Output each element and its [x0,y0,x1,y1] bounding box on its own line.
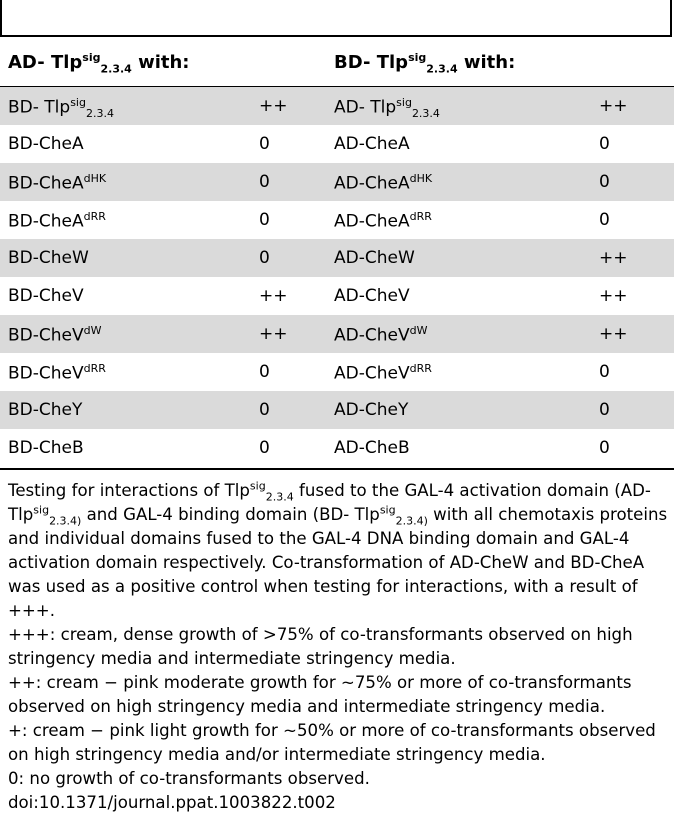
right-label-text: AD-CheW [334,248,415,268]
header-right-suffix: with: [457,52,516,73]
left-label-text: BD-CheB [8,438,84,458]
right-label-sup: dHK [409,172,433,185]
right-label-text: AD-CheV [334,363,410,384]
table-top-frame [0,0,672,37]
left-label-text: BD-CheA [8,211,84,232]
left-label-text: BD-CheV [8,325,84,346]
table-bottom-rule [0,468,674,470]
right-label-text: AD-CheB [334,438,410,458]
right-label-sup: dW [409,324,428,337]
caption-sup: sig [379,503,396,517]
legend-3plus: +++: cream, dense growth of >75% of co-transformants observed on high stringency media and intermediate stringency media. [8,625,633,668]
table-row [0,315,674,353]
right-label-sup: sig [396,96,412,109]
table-footnotes [8,479,670,815]
caption-text: and GAL-4 binding domain (BD- Tlp [81,505,380,524]
left-label-sup: sig [70,96,86,109]
header-right-sup: sig [408,51,427,64]
right-result: 0 [599,362,610,382]
right-result: 0 [599,210,610,230]
legend-1plus: +: cream − pink light growth for ∼50% or more of co-transformants observed on high stringency media and/or intermediate stringency media. [8,721,656,764]
left-label [8,248,89,268]
left-label [8,324,101,346]
right-label [334,96,440,120]
right-label [334,286,410,306]
right-label [334,248,415,268]
caption-sup: sig [33,503,50,517]
right-result: ++ [599,248,628,268]
right-label-text: AD-CheV [334,325,410,346]
header-left-text: AD- Tlp [8,52,83,73]
right-label-text: AD- Tlp [334,97,397,118]
caption-text: Testing for interactions of Tlp [8,481,250,500]
right-label-sub: 2.3.4 [411,107,440,121]
table-header [0,37,674,87]
header-left-sup: sig [82,51,101,64]
table-row [0,201,674,239]
header-left-suffix: with: [131,52,190,73]
left-label-text: BD-CheA [8,134,84,154]
caption-paragraph [8,479,670,623]
table-row [0,163,674,201]
header-left [8,51,190,76]
right-label-sup: dRR [409,362,432,375]
right-label [334,134,410,154]
right-label-text: AD-CheY [334,400,409,420]
header-right-sub: 2.3.4 [426,62,458,76]
left-result: 0 [259,362,270,382]
header-left-sub: 2.3.4 [100,62,132,76]
left-label-text: BD-CheA [8,173,84,194]
right-result: 0 [599,172,610,192]
right-label [334,324,427,346]
doi-text: doi:10.1371/journal.ppat.1003822.t002 [8,793,336,812]
left-label [8,362,106,384]
caption-sub: 2.3.4) [49,514,82,528]
right-result: ++ [599,286,628,306]
left-label [8,438,84,458]
right-label [334,400,408,420]
left-result: 0 [259,400,270,420]
left-result: ++ [259,96,288,116]
left-label-sup: dW [83,324,102,337]
left-label [8,400,82,420]
header-right [334,51,515,76]
left-label-text: BD-CheW [8,248,89,268]
left-label [8,134,84,154]
left-result: 0 [259,134,270,154]
left-result: ++ [259,286,288,306]
table-row [0,87,674,125]
table-row [0,429,674,467]
left-result: 0 [259,248,270,268]
right-label [334,210,432,232]
left-label-sup: dHK [83,172,107,185]
right-label-text: AD-CheA [334,134,410,154]
left-label [8,210,106,232]
header-right-text: BD- Tlp [334,52,409,73]
caption-text: fused to the GAL-4 activation domain (AD-Tlp [8,481,651,524]
table-row [0,277,674,315]
left-label [8,96,114,120]
table-body [0,87,674,467]
right-result: 0 [599,134,610,154]
caption-sub: 2.3.4 [265,490,294,504]
legend-0: 0: no growth of co-transformants observed. [8,769,370,788]
left-label [8,286,84,306]
right-label [334,362,432,384]
right-result: 0 [599,438,610,458]
right-label [334,172,432,194]
right-result: 0 [599,400,610,420]
left-label-text: BD-CheV [8,363,84,384]
left-label-sup: dRR [83,362,106,375]
right-label-text: AD-CheA [334,211,410,232]
right-label-text: AD-CheA [334,173,410,194]
left-label-sub: 2.3.4 [85,107,114,121]
table-row [0,391,674,429]
left-label-sup: dRR [83,210,106,223]
left-label-text: BD- Tlp [8,97,71,118]
table-row [0,353,674,391]
left-result: ++ [259,324,288,344]
right-result: ++ [599,96,628,116]
caption-text: with all chemotaxis proteins and individual domains fused to the GAL-4 DNA binding domain and GAL-4 activation domain respectively. Co-transformation of AD-CheW and BD-CheA was used as a positive control when testing for interactions, with a result of +++. [8,505,668,620]
caption-sup: sig [249,479,266,493]
left-label [8,172,106,194]
right-label-sup: dRR [409,210,432,223]
caption-sub: 2.3.4) [395,514,428,528]
left-result: 0 [259,210,270,230]
table-row [0,125,674,163]
left-label-text: BD-CheY [8,400,83,420]
right-result: ++ [599,324,628,344]
right-label [334,438,410,458]
left-result: 0 [259,172,270,192]
table-row [0,239,674,277]
left-result: 0 [259,438,270,458]
right-label-text: AD-CheV [334,286,410,306]
legend-2plus: ++: cream − pink moderate growth for ∼75% or more of co-transformants observed on high stringency media and intermediate stringency media. [8,673,632,716]
left-label-text: BD-CheV [8,286,84,306]
